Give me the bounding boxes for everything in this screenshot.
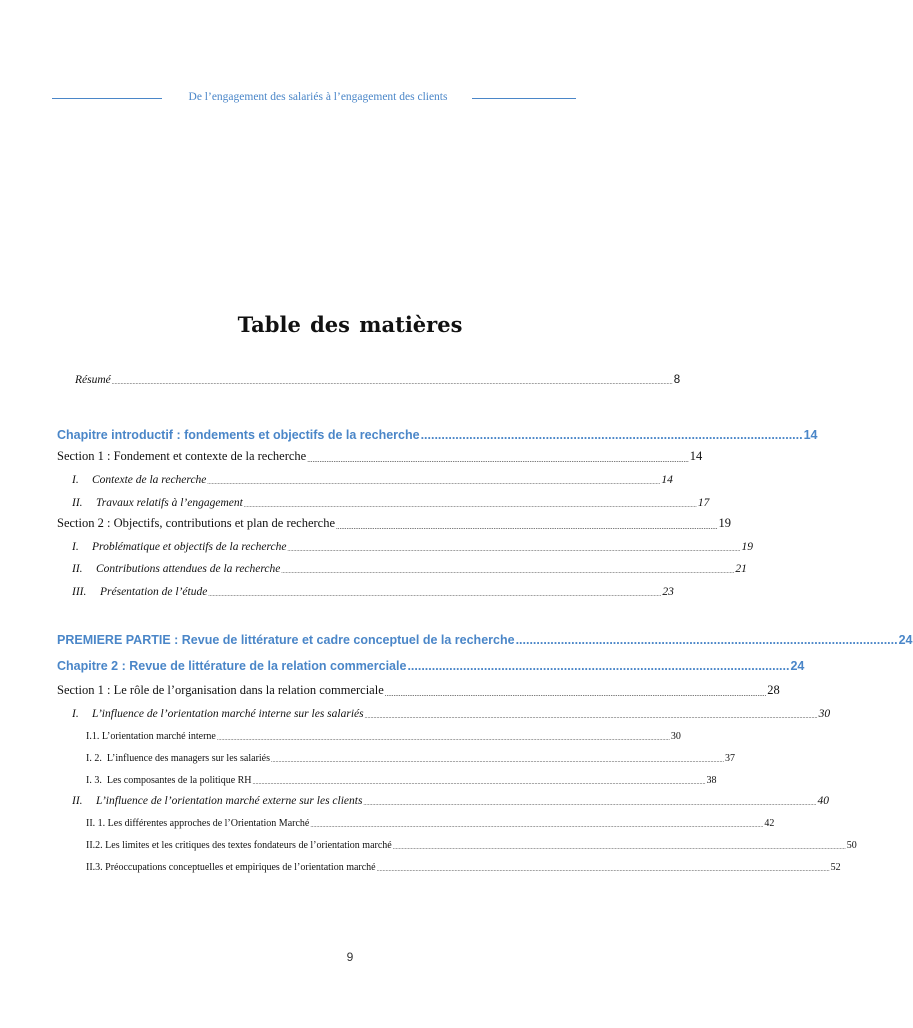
- toc-page-number: 24: [898, 633, 913, 647]
- toc-entry-ch2-ii-3[interactable]: [86, 855, 841, 873]
- page-number: 9: [346, 950, 354, 964]
- toc-entry-2-ii[interactable]: [72, 557, 747, 575]
- toc-leader: ..........................................................................................................................................................................................................................: [307, 456, 689, 464]
- toc-leader: ..............................................................................................................................................................................................................................................................................................................: [287, 547, 741, 553]
- toc-label: Section 1 : Fondement et contexte de la recherche: [57, 449, 307, 463]
- toc-entry-1-ii[interactable]: [72, 491, 710, 509]
- toc-number: II.: [72, 563, 83, 575]
- toc-page-number: 37: [725, 753, 736, 764]
- toc-entry-ch2-i[interactable]: [72, 702, 831, 720]
- toc-number: III.: [72, 586, 87, 598]
- toc-entry-1-i[interactable]: [72, 468, 673, 486]
- toc-label: I. 3. Les composantes de la politique RH: [86, 775, 252, 786]
- toc-label: PREMIERE PARTIE : Revue de littérature et cadre conceptuel de la recherche: [57, 633, 515, 647]
- toc-leader: ..............................................................................................................................................................................................................................................................................................................: [271, 758, 725, 764]
- toc-label: I.1. L’orientation marché interne: [86, 731, 216, 742]
- toc-entry-section-2[interactable]: [57, 513, 732, 531]
- toc-label: II.2. Les limites et les critiques des textes fondateurs de l’orientation marché: [86, 840, 392, 851]
- toc-number: II.: [72, 497, 83, 509]
- toc-label: II. 1. Les différentes approches de l’Orientation Marché: [86, 818, 310, 829]
- toc-leader: ..............................................................................................................: [515, 633, 898, 647]
- toc-label: Chapitre introductif : fondements et objectifs de la recherche: [57, 428, 420, 442]
- toc-entry-2-i[interactable]: [72, 535, 753, 553]
- toc-entry-chapter-intro[interactable]: [57, 424, 818, 442]
- toc-entry-resume[interactable]: [75, 368, 681, 386]
- page-title: Table des matières: [237, 312, 463, 337]
- toc-entry-ch2-i-1[interactable]: [86, 724, 681, 742]
- toc-label: Problématique et objectifs de la recherche: [92, 541, 287, 553]
- toc-label: Travaux relatifs à l’engagement: [96, 497, 243, 509]
- toc-label: II.3. Préoccupations conceptuelles et empiriques de l’orientation marché: [86, 862, 376, 873]
- toc-leader: ..............................................................................................................: [420, 428, 803, 442]
- toc-page-number: 19: [718, 516, 732, 530]
- toc-entry-premiere-partie[interactable]: [57, 629, 913, 647]
- toc-page-number: 8: [673, 374, 681, 386]
- toc-page-number: 23: [662, 586, 674, 598]
- toc-label: L’influence de l’orientation marché externe sur les clients: [96, 795, 363, 807]
- toc-page-number: 14: [689, 449, 703, 463]
- toc-leader: ..............................................................................................................................................................................................................................................................................................................: [243, 503, 697, 509]
- toc-number: I.: [72, 708, 79, 720]
- toc-page-number: 28: [767, 683, 780, 697]
- toc-leader: ..............................................................................................................................................................................................................................................................................................................: [281, 569, 735, 575]
- toc-number: I.: [72, 541, 79, 553]
- toc-page-number: 50: [846, 840, 857, 851]
- toc-leader: ......................................................................................................................................................................................................................................................................................................................................................................................: [111, 380, 673, 386]
- running-title: De l’engagement des salariés à l’engagement des clients: [188, 91, 448, 103]
- toc-entry-2-iii[interactable]: [72, 580, 674, 598]
- toc-label: Présentation de l’étude: [100, 586, 208, 598]
- toc-entry-ch2-section-1[interactable]: [57, 680, 780, 698]
- toc-label: Contexte de la recherche: [92, 474, 207, 486]
- toc-leader: ..............................................................................................................................................................................................................................................................................................................: [392, 845, 846, 851]
- toc-page-number: 21: [735, 563, 747, 575]
- toc-leader: ..............................................................................................................................................................................................................................................................................................................: [208, 592, 662, 598]
- toc-page-number: 17: [697, 497, 710, 509]
- toc-label: I. 2. L’influence des managers sur les salariés: [86, 753, 271, 764]
- toc-entry-ch2-i-2[interactable]: [86, 746, 736, 764]
- toc-entry-ch2-ii[interactable]: [72, 789, 829, 807]
- toc-label: Chapitre 2 : Revue de littérature de la relation commerciale: [57, 659, 407, 673]
- toc-leader: ..............................................................................................................................................................................................................................................................................................................: [216, 736, 670, 742]
- toc-page-number: 30: [670, 731, 681, 742]
- toc-leader: ..............................................................................................................................................................................................................................................................................................................: [364, 714, 818, 720]
- toc-page-number: 42: [764, 818, 775, 829]
- toc-leader: ..............................................................................................................................................................................................................................................................................................................: [310, 823, 764, 829]
- toc-label: L’influence de l’orientation marché interne sur les salariés: [92, 708, 364, 720]
- header-rule-left: [52, 98, 162, 99]
- toc-leader: ..........................................................................................................................................................................................................................: [384, 690, 767, 698]
- toc-number: II.: [72, 795, 83, 807]
- toc-leader: ..............................................................................................................................................................................................................................................................................................................: [252, 780, 706, 786]
- toc-entry-ch2-ii-1[interactable]: [86, 811, 775, 829]
- toc-entry-section-1[interactable]: [57, 446, 703, 464]
- toc-page-number: 38: [706, 775, 717, 786]
- toc-leader: ..............................................................................................................................................................................................................................................................................................................: [376, 867, 830, 873]
- toc-label: Résumé: [75, 374, 111, 386]
- toc-entry-chapter-2[interactable]: [57, 655, 805, 673]
- toc-page-number: 40: [817, 795, 829, 807]
- toc-leader: ..............................................................................................................................................................................................................................................................................................................: [207, 480, 661, 486]
- toc-page-number: 52: [830, 862, 841, 873]
- running-header: [52, 90, 576, 106]
- toc-page-number: 24: [790, 659, 805, 673]
- toc-leader: ..............................................................................................................................................................................................................................................................................................................: [363, 801, 817, 807]
- toc-label: Contributions attendues de la recherche: [96, 563, 281, 575]
- toc-entry-ch2-i-3[interactable]: [86, 768, 717, 786]
- toc-label: Section 2 : Objectifs, contributions et plan de recherche: [57, 516, 336, 530]
- toc-entry-ch2-ii-2[interactable]: [86, 833, 857, 851]
- toc-leader: ..........................................................................................................................................................................................................................: [336, 523, 718, 531]
- toc-page-number: 30: [818, 708, 831, 720]
- toc-leader: ..............................................................................................................: [407, 659, 790, 673]
- toc-page-number: 14: [803, 428, 818, 442]
- header-rule-right: [472, 98, 576, 99]
- toc-page-number: 19: [741, 541, 753, 553]
- toc-page-number: 14: [661, 474, 673, 486]
- toc-label: Section 1 : Le rôle de l’organisation dans la relation commerciale: [57, 683, 384, 697]
- toc-number: I.: [72, 474, 79, 486]
